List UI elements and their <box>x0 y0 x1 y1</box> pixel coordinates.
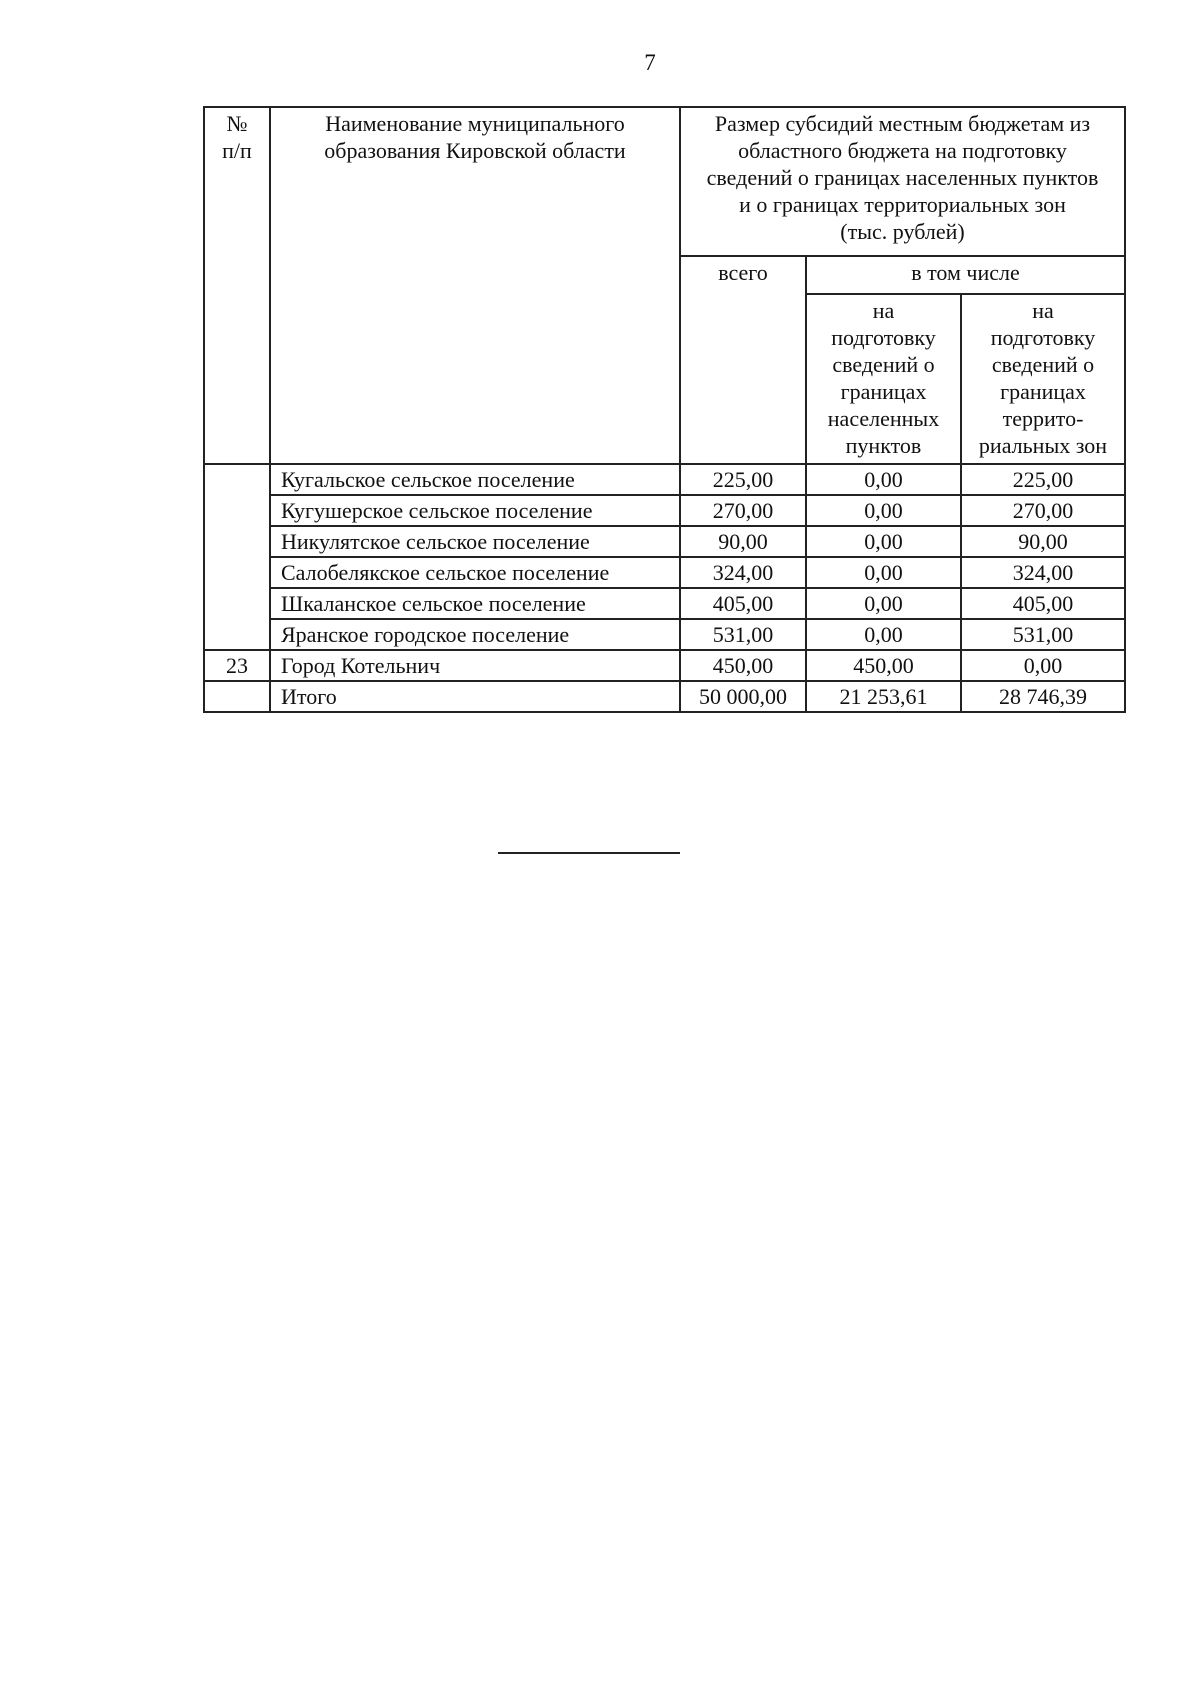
header-zones: на подготовку сведений о границах террито- риальных зон <box>961 294 1125 464</box>
header-settlements: на подготовку сведений о границах населенных пунктов <box>806 294 961 464</box>
row-total: 270,00 <box>680 495 806 526</box>
row-zones: 270,00 <box>961 495 1125 526</box>
table-row <box>204 557 1125 588</box>
row-name: Кугальское сельское поселение <box>270 464 680 495</box>
table-row <box>204 526 1125 557</box>
closing-rule <box>498 852 680 854</box>
row-total: 324,00 <box>680 557 806 588</box>
header-row-1 <box>204 107 1125 256</box>
row-settlements: 0,00 <box>806 557 961 588</box>
row-zones: 225,00 <box>961 464 1125 495</box>
row-zones: 405,00 <box>961 588 1125 619</box>
header-including: в том числе <box>806 256 1125 294</box>
row-num <box>204 464 270 650</box>
row-name: Яранское городское поселение <box>270 619 680 650</box>
row-total: 90,00 <box>680 526 806 557</box>
row-name: Кугушерское сельское поселение <box>270 495 680 526</box>
row-name: Город Котельнич <box>270 650 680 681</box>
row-num: 23 <box>204 650 270 681</box>
row-settlements: 0,00 <box>806 464 961 495</box>
row-settlements: 0,00 <box>806 588 961 619</box>
row-total: 450,00 <box>680 650 806 681</box>
row-settlements: 0,00 <box>806 526 961 557</box>
subsidy-table <box>203 106 1126 713</box>
row-total: 405,00 <box>680 588 806 619</box>
table-row <box>204 495 1125 526</box>
row-name: Никулятское сельское поселение <box>270 526 680 557</box>
row-zones: 324,00 <box>961 557 1125 588</box>
table-row <box>204 464 1125 495</box>
total-num <box>204 681 270 712</box>
row-zones: 0,00 <box>961 650 1125 681</box>
row-total: 531,00 <box>680 619 806 650</box>
header-subsidy: Размер субсидий местным бюджетам из областного бюджета на подготовку сведений о границах населенных пунктов и о границах территориальных зон (тыс. рублей) <box>680 107 1125 256</box>
table-row <box>204 588 1125 619</box>
table-row <box>204 650 1125 681</box>
header-name: Наименование муниципального образования Кировской области <box>270 107 680 464</box>
total-sum: 50 000,00 <box>680 681 806 712</box>
header-num: № п/п <box>204 107 270 464</box>
page-number: 7 <box>644 50 656 75</box>
total-row <box>204 681 1125 712</box>
row-name: Шкаланское сельское поселение <box>270 588 680 619</box>
total-zones: 28 746,39 <box>961 681 1125 712</box>
total-settlements: 21 253,61 <box>806 681 961 712</box>
table-row <box>204 619 1125 650</box>
row-settlements: 0,00 <box>806 495 961 526</box>
row-zones: 90,00 <box>961 526 1125 557</box>
header-total: всего <box>680 256 806 464</box>
row-settlements: 0,00 <box>806 619 961 650</box>
row-zones: 531,00 <box>961 619 1125 650</box>
row-name: Салобелякское сельское поселение <box>270 557 680 588</box>
row-total: 225,00 <box>680 464 806 495</box>
row-settlements: 450,00 <box>806 650 961 681</box>
total-label: Итого <box>270 681 680 712</box>
